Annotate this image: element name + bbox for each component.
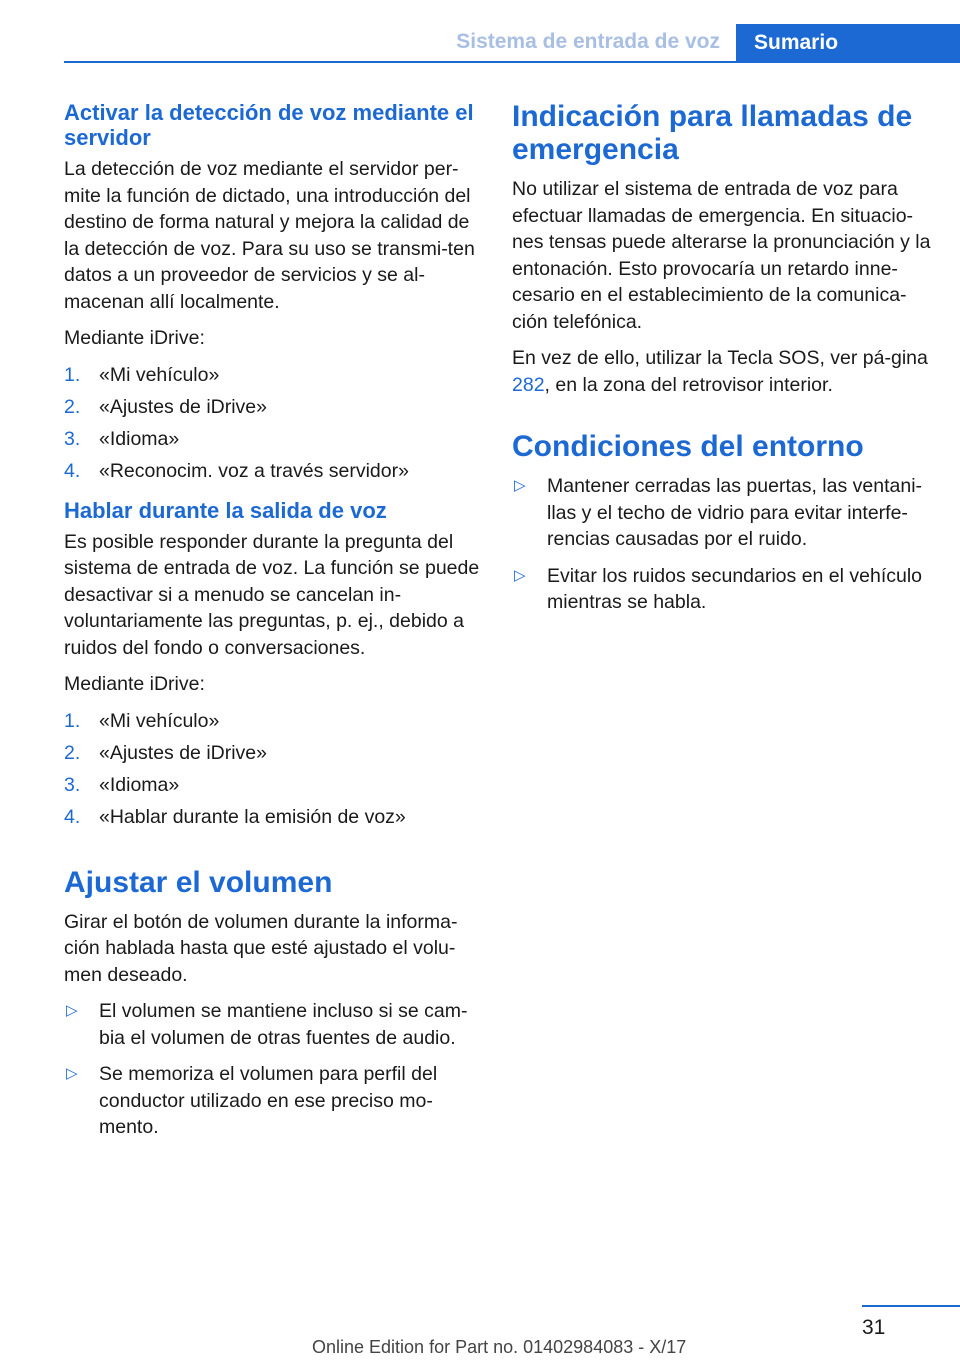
via-idrive-label: Mediante iDrive: <box>64 673 205 695</box>
triangle-bullet-icon: ▷ <box>66 1065 78 1082</box>
heading-server-voice-recognition: Activar la detección de voz mediante el servidor <box>64 100 474 150</box>
sos-text-post: , en la zona del retrovisor interior. <box>544 373 833 396</box>
paragraph-sos-key <box>512 345 932 398</box>
header-tab-label: Sumario <box>754 31 839 54</box>
bullet-item <box>512 473 932 553</box>
heading-adjust-volume: Ajustar el volumen <box>64 865 333 899</box>
running-header-section: Sistema de entrada de voz <box>456 30 720 53</box>
sos-text-pre: En vez de ello, utilizar la Tecla SOS, ver pá-gina <box>512 347 928 369</box>
step-item <box>64 740 484 766</box>
triangle-bullet-icon: ▷ <box>514 566 526 584</box>
step-number: 4. <box>64 459 81 482</box>
step-number: 3. <box>64 773 81 796</box>
step-item <box>64 394 484 420</box>
triangle-bullet-icon: ▷ <box>514 477 526 494</box>
step-text: «Hablar durante la emisión de voz» <box>99 805 406 828</box>
bullet-item <box>512 563 932 616</box>
bullet-text: Mantener cerradas las puertas, las ventani-llas y el techo de vidrio para evitar interfe-rencias causadas por el ruido. <box>547 475 923 550</box>
page-link-282[interactable]: 282 <box>512 373 545 396</box>
step-text: «Ajustes de iDrive» <box>99 395 267 418</box>
header-tab-sumario[interactable] <box>736 24 960 62</box>
bullets-volume <box>64 998 484 1141</box>
step-text: «Mi vehículo» <box>99 709 220 732</box>
left-column <box>64 100 484 1151</box>
steps-list-server <box>64 362 484 484</box>
step-text: «Mi vehículo» <box>99 363 220 386</box>
bullet-text: Se memoriza el volumen para perfil del conductor utilizado en ese preciso mo-mento. <box>99 1063 438 1138</box>
bullet-item <box>64 1061 484 1141</box>
paragraph-emergency-calls: No utilizar el sistema de entrada de voz para efectuar llamadas de emergencia. En situacio-nes tensas puede alterarse la pronunciación y la entonación. Esto provocaría un retardo inne-cesario en el establecimiento de la comunica-ción telefónica. <box>512 178 931 333</box>
heading-talk-during-output: Hablar durante la salida de voz <box>64 497 387 523</box>
bullet-text: Evitar los ruidos secundarios en el vehículo mientras se habla. <box>547 564 923 613</box>
via-idrive-label: Mediante iDrive: <box>64 327 205 349</box>
step-item <box>64 772 484 798</box>
step-item <box>64 362 484 388</box>
paragraph-adjust-volume: Girar el botón de volumen durante la informa-ción hablada hasta que esté ajustado el volu-men deseado. <box>64 910 458 986</box>
step-number: 2. <box>64 395 81 418</box>
step-text: «Idioma» <box>99 773 180 796</box>
step-item <box>64 804 484 830</box>
paragraph-talk-during-output: Es posible responder durante la pregunta del sistema de entrada de voz. La función se puede desactivar si a menudo se cancelan in-voluntariamente las preguntas, p. ej., debido a ruidos del fondo o conversaciones. <box>64 530 480 659</box>
footer-rule <box>862 1305 960 1307</box>
step-item <box>64 426 484 452</box>
step-number: 1. <box>64 363 81 386</box>
step-item <box>64 458 484 484</box>
steps-list-talk <box>64 708 484 830</box>
bullets-environment <box>512 473 932 616</box>
step-number: 3. <box>64 427 81 450</box>
step-item <box>64 708 484 734</box>
bullet-text: El volumen se mantiene incluso si se cam-bia el volumen de otras fuentes de audio. <box>99 1000 468 1049</box>
bullet-item <box>64 998 484 1051</box>
triangle-bullet-icon: ▷ <box>66 1002 78 1019</box>
step-number: 2. <box>64 741 81 764</box>
step-text: «Ajustes de iDrive» <box>99 741 267 764</box>
edition-note: Online Edition for Part no. 01402984083 - X/17 <box>312 1337 687 1357</box>
heading-environment-conditions: Condiciones del entorno <box>512 430 864 463</box>
right-column <box>512 100 932 626</box>
paragraph-server-voice-recognition: La detección de voz mediante el servidor per-mite la función de dictado, una introducción del destino de forma natural y mejora la calidad de la detección de voz. Para su uso se transmi-ten datos a un proveedor de servicios y se al-macenan allí localmente. <box>64 158 475 313</box>
header-rule <box>64 61 960 63</box>
step-text: «Reconocim. voz a través servidor» <box>99 459 409 482</box>
step-number: 1. <box>64 709 81 732</box>
step-text: «Idioma» <box>99 427 180 450</box>
heading-emergency-calls: Indicación para llamadas de emergencia <box>512 100 913 166</box>
page-number: 31 <box>862 1316 886 1339</box>
step-number: 4. <box>64 805 81 828</box>
